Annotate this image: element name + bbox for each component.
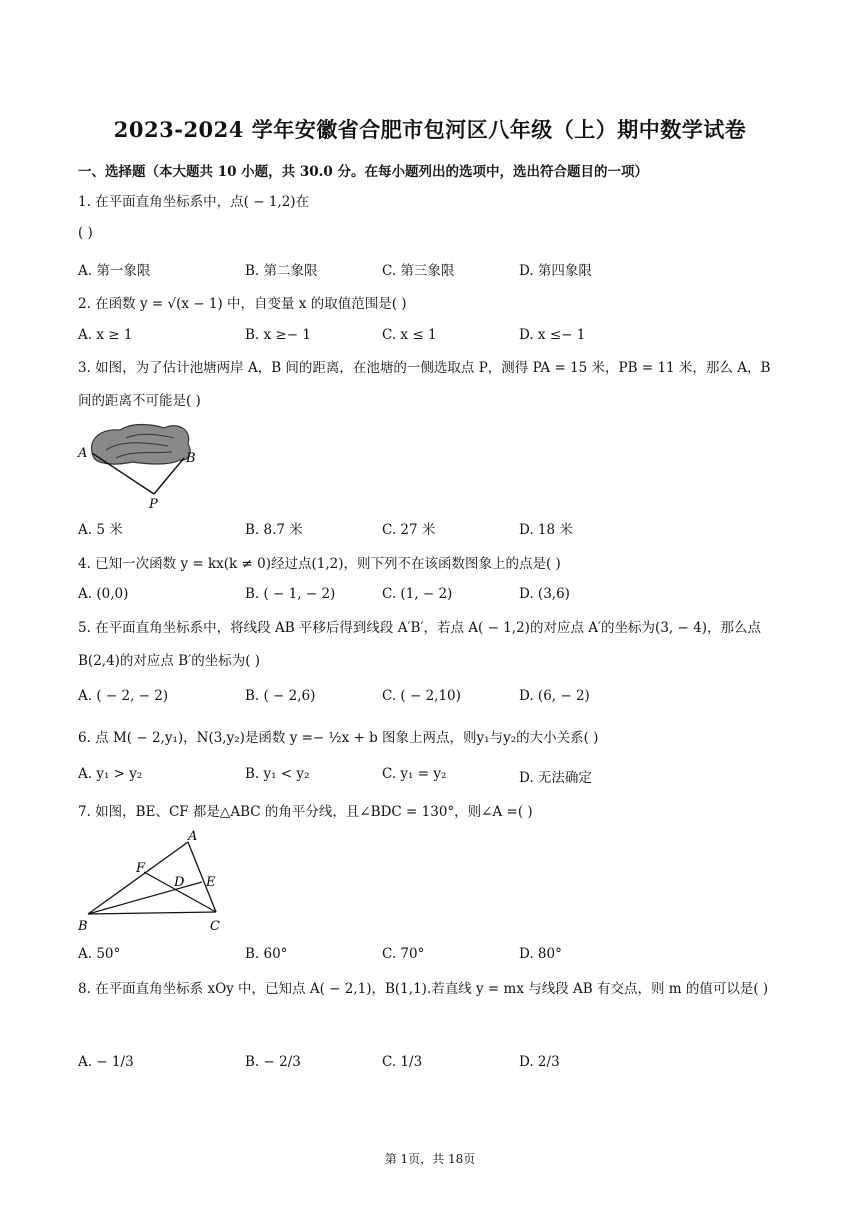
option-b: B. x ≥− 1 — [245, 327, 311, 343]
label-f: F — [136, 861, 146, 876]
option-b: B. y₁ < y₂ — [245, 766, 310, 782]
option-c: C. y₁ = y₂ — [382, 766, 447, 782]
question-7-options — [78, 946, 784, 968]
question-6-options — [78, 766, 784, 788]
section-heading: 一、选择题（本大题共 10 小题，共 30.0 分。在每小题列出的选项中，选出符合题目的一项） — [78, 164, 648, 180]
option-d: D. (6, − 2) — [519, 688, 590, 704]
question-1-options — [78, 259, 784, 281]
option-b: B. ( − 2,6) — [245, 688, 316, 704]
question-2-options — [78, 327, 784, 349]
option-b: B. 8.7 米 — [245, 522, 303, 538]
option-c: C. x ≤ 1 — [382, 327, 437, 343]
option-a: A. (0,0) — [78, 586, 129, 602]
question-3-options — [78, 518, 784, 540]
side-ab — [88, 842, 188, 914]
pond-figure — [76, 420, 206, 512]
question-2-stem: 2. 在函数 y = √(x − 1) 中，自变量 x 的取值范围是( ) — [78, 296, 407, 312]
label-c: C — [210, 919, 220, 934]
pond-shape — [92, 425, 191, 465]
option-c: C. 1/3 — [382, 1054, 423, 1070]
option-d: D. 第四象限 — [519, 263, 592, 279]
option-d: D. 18 米 — [519, 522, 573, 538]
question-8-options — [78, 1054, 784, 1076]
question-1-bracket: ( ) — [78, 225, 93, 241]
label-a: A — [188, 829, 198, 844]
option-d: D. 2/3 — [519, 1054, 560, 1070]
option-c: C. ( − 2,10) — [382, 688, 461, 704]
bisector-be — [88, 882, 202, 914]
question-8-stem: 8. 在平面直角坐标系 xOy 中，已知点 A( − 2,1)，B(1,1).若直线 y = mx 与线段 AB 有交点，则 m 的值可以是( ) — [78, 981, 769, 997]
option-a: A. 第一象限 — [78, 263, 151, 279]
question-4-stem: 4. 已知一次函数 y = kx(k ≠ 0)经过点(1,2)，则下列不在该函数图象上的点是( ) — [78, 556, 561, 572]
option-c: C. 27 米 — [382, 522, 436, 538]
question-1-stem: 1. 在平面直角坐标系中，点( − 1,2)在 — [78, 194, 310, 210]
page-title: 2023-2024 学年安徽省合肥市包河区八年级（上）期中数学试卷 — [113, 117, 747, 142]
label-b: B — [186, 451, 196, 466]
label-e: E — [206, 875, 216, 890]
option-a: A. ( − 2, − 2) — [78, 688, 169, 704]
option-c: C. 70° — [382, 946, 425, 962]
triangle-figure — [76, 826, 236, 938]
page-footer: 第 1页，共 18页 — [384, 1152, 476, 1166]
side-bc — [88, 912, 216, 914]
label-p: P — [149, 497, 158, 512]
option-a: A. x ≥ 1 — [78, 327, 133, 343]
question-5-stem: 5. 在平面直角坐标系中，将线段 AB 平移后得到线段 A′B′，若点 A( − 1,2)的对应点 A′的坐标为(3, − 4)，那么点 B(2,4)的对应点 B′的坐标为( ) — [78, 620, 761, 669]
option-a: A. 50° — [78, 946, 121, 962]
option-a: A. y₁ > y₂ — [78, 766, 143, 782]
option-b: B. 第二象限 — [245, 263, 318, 279]
option-d: D. 无法确定 — [519, 770, 592, 786]
option-c: C. (1, − 2) — [382, 586, 453, 602]
option-a: A. − 1/3 — [78, 1054, 134, 1070]
question-3-stem: 3. 如图，为了估计池塘两岸 A，B 间的距离，在池塘的一侧选取点 P，测得 PA = 15 米，PB = 11 米，那么 A，B 间的距离不可能是( ) — [78, 360, 771, 409]
question-7-stem: 7. 如图，BE、CF 都是△ABC 的角平分线，且∠BDC = 130°，则∠A =( ) — [78, 804, 533, 820]
option-d: D. x ≤− 1 — [519, 327, 586, 343]
question-4-options — [78, 586, 784, 608]
label-d: D — [174, 875, 185, 890]
question-5-options — [78, 688, 784, 710]
option-b: B. ( − 1, − 2) — [245, 586, 336, 602]
label-b: B — [78, 919, 88, 934]
option-d: D. 80° — [519, 946, 562, 962]
label-a: A — [78, 446, 88, 461]
option-b: B. 60° — [245, 946, 288, 962]
option-c: C. 第三象限 — [382, 263, 455, 279]
option-d: D. (3,6) — [519, 586, 570, 602]
option-b: B. − 2/3 — [245, 1054, 301, 1070]
question-6-stem: 6. 点 M( − 2,y₁)，N(3,y₂)是函数 y =− ½x + b 图象上两点，则y₁与y₂的大小关系( ) — [78, 730, 599, 746]
option-a: A. 5 米 — [78, 522, 123, 538]
